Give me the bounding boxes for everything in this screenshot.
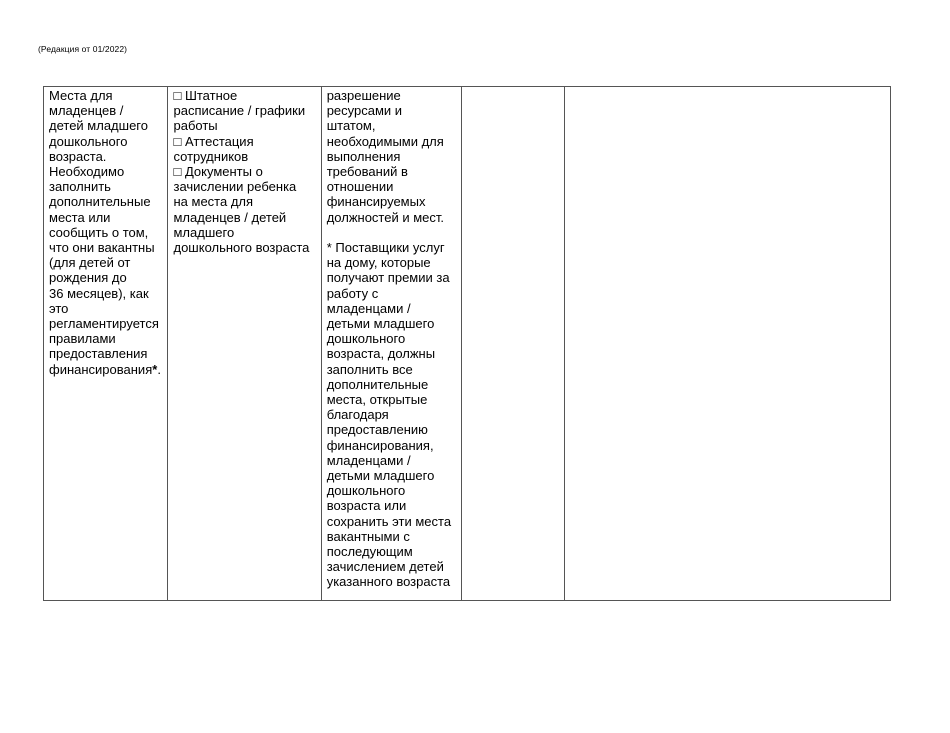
requirements-table (43, 86, 891, 601)
table-row (44, 87, 891, 601)
requirement-asterisk: * (152, 361, 158, 377)
cell-empty-4 (462, 87, 565, 601)
documents-checklist: □ Штатное расписание / графики работы □ Аттестация сотрудников □ Документы о зачислении ребенка на места для младенцев / детей младшего дошкольного возраста (173, 88, 310, 256)
requirement-text: Места для младенцев / детей младшего дошкольного возраста. Необходимо заполнить дополнительные места или сообщить о том, что они вакантны (для детей от рождения до 36 месяцев), как это регламентируется правилами предоставления финансирования*. (49, 88, 161, 377)
revision-note: (Редакция от 01/2022) (38, 44, 128, 54)
description-paragraph-2: * Поставщики услуг на дому, которые получают премии за работу с младенцами / детьми младшего дошкольного возраста, должны заполнить все дополнительные места, открытые благодаря предоставлению финансирования, младенцами / детьми младшего дошкольного возраста или сохранить эти места вакантными с последующим зачислением детей указанного возраста (326, 240, 452, 590)
cell-requirement (44, 87, 168, 601)
cell-documents (168, 87, 321, 601)
paragraph-gap (327, 225, 456, 240)
cell-description (321, 87, 461, 601)
description-paragraph-1: разрешение ресурсами и штатом, необходимыми для выполнения требований в отношении финансируемых должностей и мест. (326, 88, 445, 225)
cell-empty-5 (565, 87, 891, 601)
